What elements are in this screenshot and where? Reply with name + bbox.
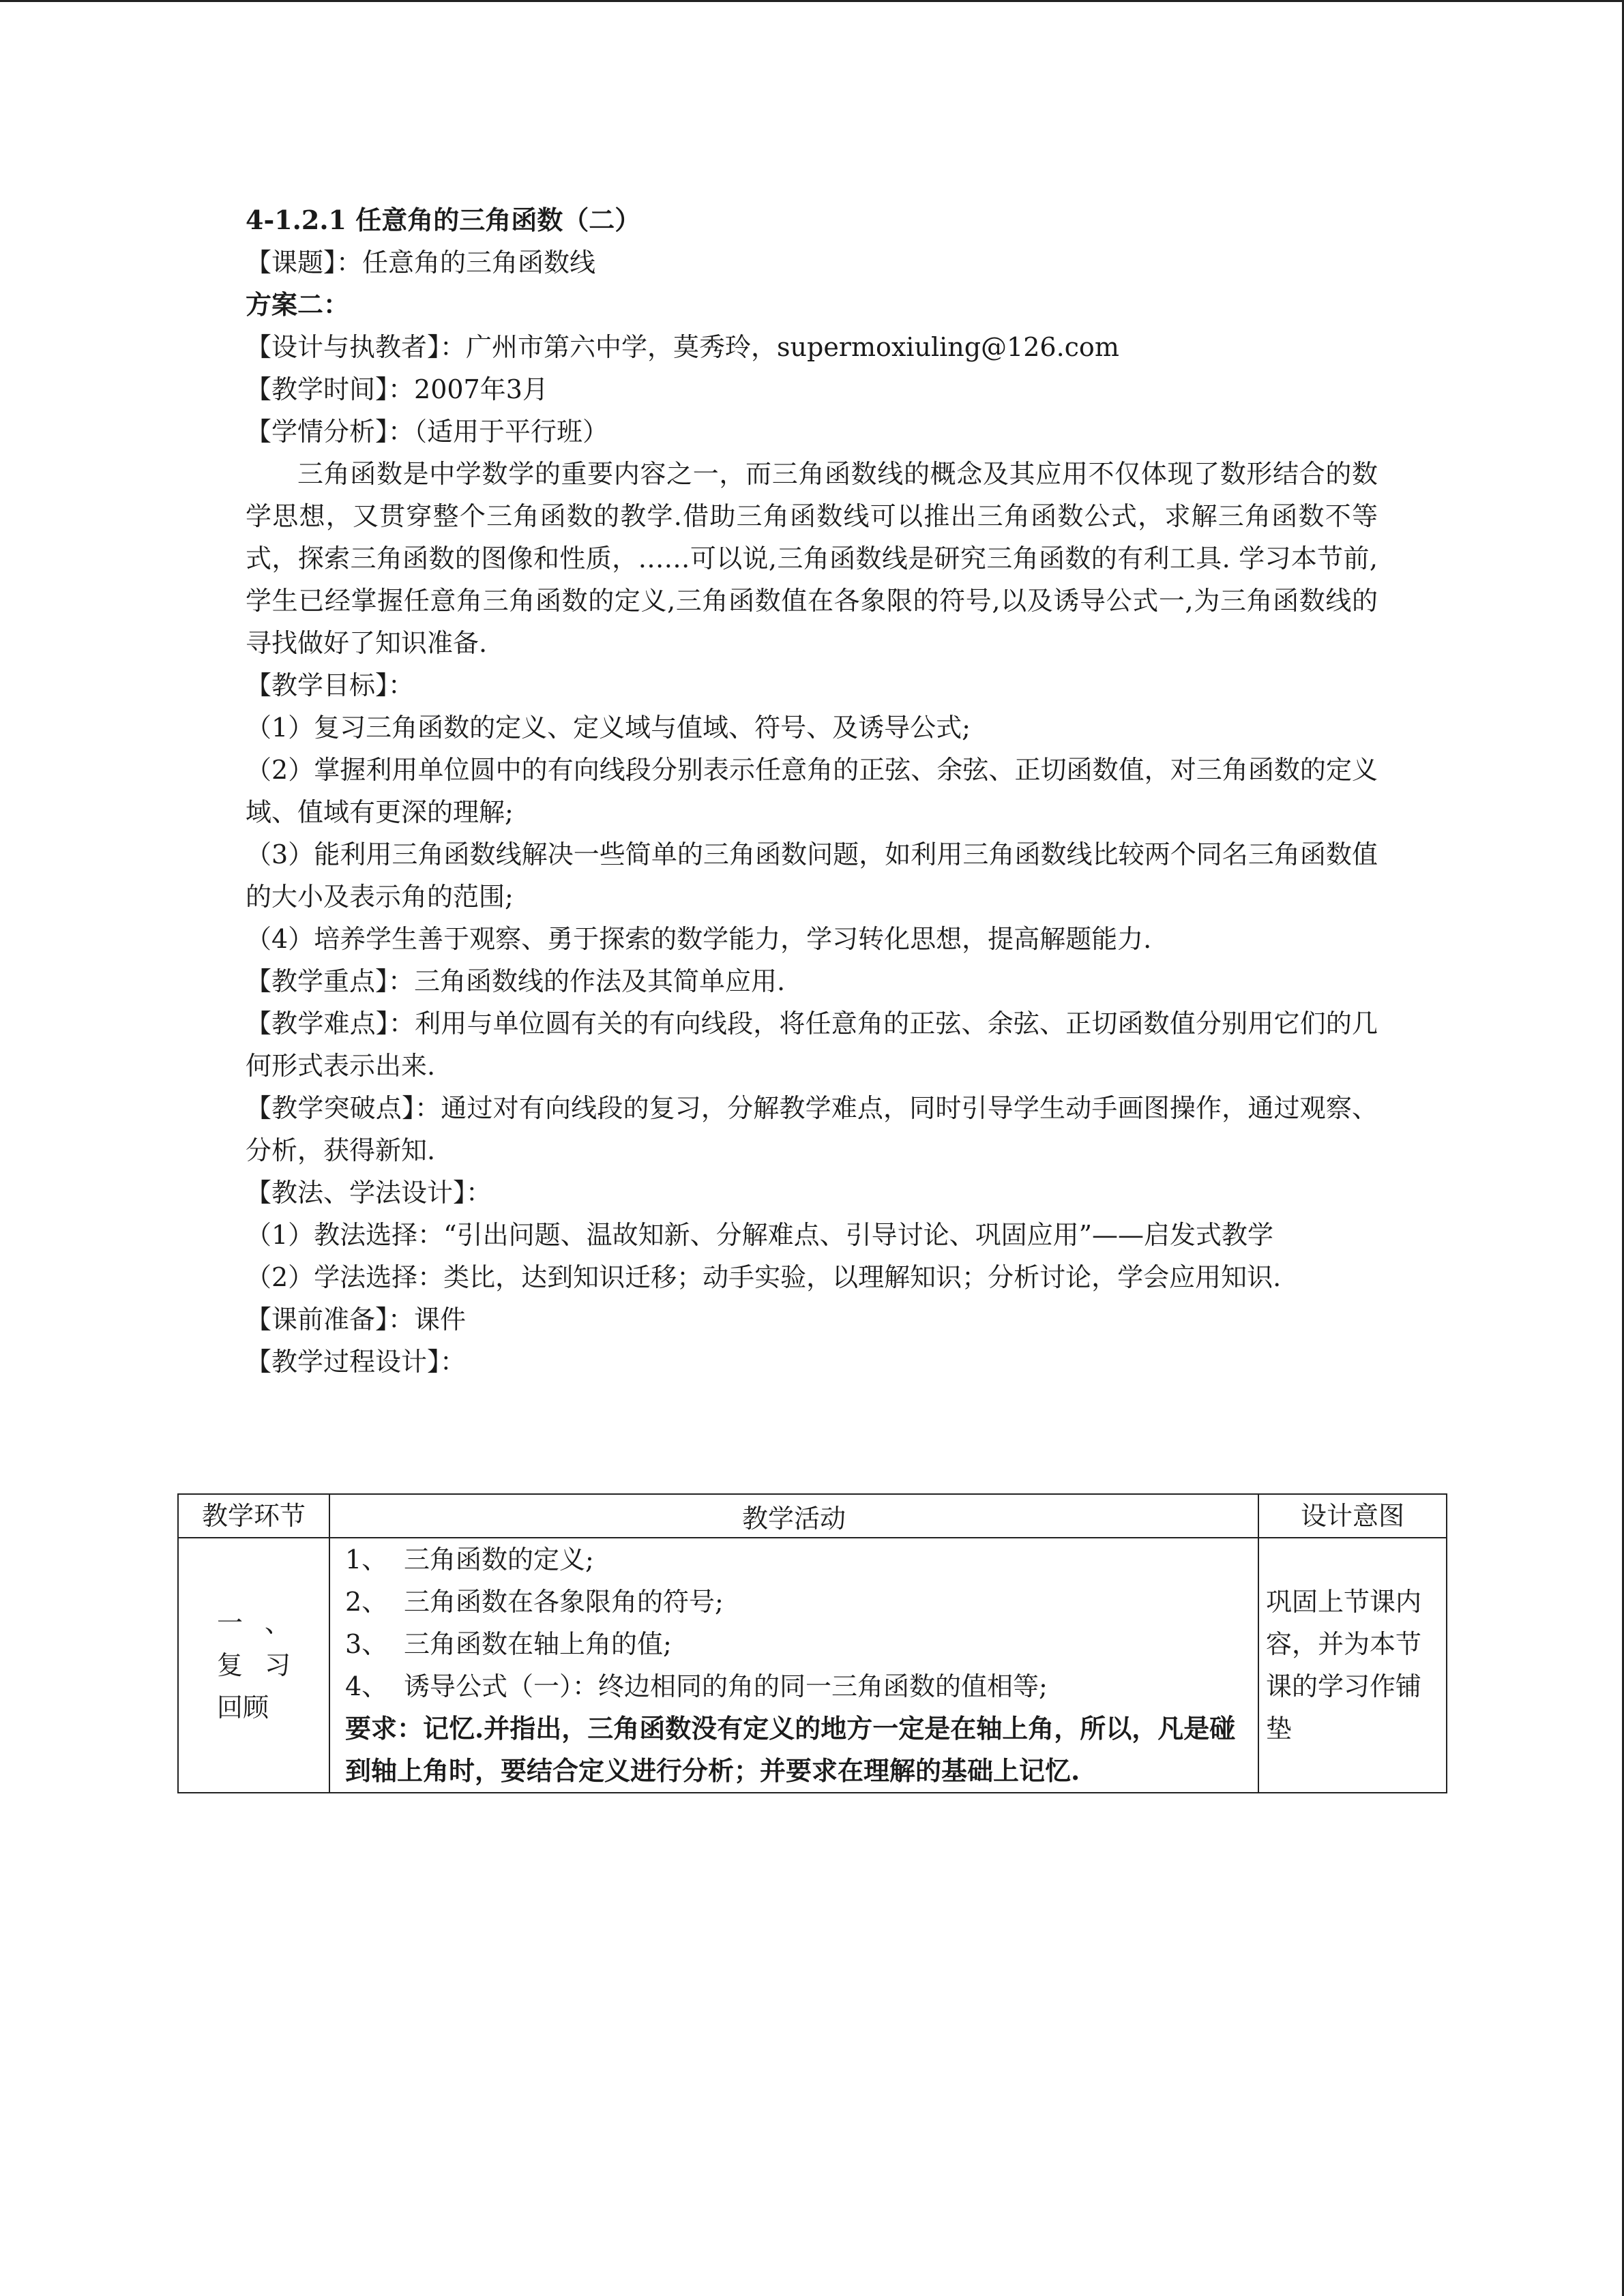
process-line — [246, 1341, 1378, 1383]
method-item: （2）学法选择：类比，达到知识迁移；动手实验，以理解知识；分析讨论，学会应用知识. — [246, 1262, 1282, 1292]
table-header-row — [178, 1494, 1447, 1538]
objective-item: （2）掌握利用单位圆中的有向线段分别表示任意角的正弦、余弦、正切函数值，对三角函数的定义域、值域有更深的理解; — [246, 755, 1378, 827]
analysis-line — [246, 411, 1378, 453]
difficulty-line — [246, 1002, 1378, 1087]
difficulty-text: ：利用与单位圆有关的有向线段，将任意角的正弦、余弦、正切函数值分别用它们的几何形式表示出来. — [246, 1009, 1378, 1081]
time-label: 【教学时间】 — [246, 374, 389, 404]
methods-line — [246, 1172, 1378, 1214]
list-number: 3、 — [345, 1629, 388, 1659]
designer-line — [246, 326, 1378, 368]
list-text: 诱导公式（一）：终边相同的角的同一三角函数的值相等; — [404, 1671, 1048, 1701]
analysis-note: ：（适用于平行班） — [388, 417, 609, 447]
stage-cell — [178, 1538, 329, 1793]
objectives-line — [246, 664, 1378, 706]
key-point-text: ：三角函数线的作法及其简单应用. — [388, 966, 786, 996]
list-number: 1、 — [345, 1545, 388, 1575]
breakthrough-text: ：通过对有向线段的复习，分解教学难点，同时引导学生动手画图操作，通过观察、分析，获得新知. — [246, 1093, 1378, 1165]
process-colon: ： — [440, 1347, 467, 1377]
designer-label: 【设计与执教者】 — [246, 332, 441, 362]
objectives-label: 【教学目标】 — [246, 670, 389, 700]
list-number: 2、 — [345, 1587, 388, 1617]
analysis-label: 【学情分析】 — [246, 417, 389, 447]
breakthrough-label: 【教学突破点】 — [246, 1093, 415, 1123]
list-text: 三角函数在轴上角的值; — [404, 1629, 672, 1659]
objective-item: （3）能利用三角函数线解决一些简单的三角函数问题，如利用三角函数线比较两个同名三角函数值的大小及表示角的范围; — [246, 839, 1378, 912]
process-table — [177, 1493, 1447, 1793]
time-text: ：2007年3月 — [388, 374, 548, 404]
designer-text: ：广州市第六中学，莫秀玲，supermoxiuling@126.com — [440, 332, 1119, 362]
preparation-text: ：课件 — [388, 1304, 467, 1335]
objective-item: （1）复习三角函数的定义、定义域与值域、符号、及诱导公式; — [246, 713, 971, 743]
time-line — [246, 368, 1378, 411]
topic-line — [246, 241, 1378, 284]
doc-title: 4-1.2.1 任意角的三角函数（二） — [246, 205, 641, 235]
header-activity: 教学活动 — [329, 1494, 1258, 1538]
key-point-label: 【教学重点】 — [246, 966, 389, 996]
objectives-colon: ： — [388, 670, 415, 700]
list-number: 4、 — [345, 1671, 388, 1701]
method-item: （1）教法选择：“引出问题、温故知新、分解难点、引导讨论、巩固应用”——启发式教学 — [246, 1220, 1274, 1250]
methods-colon: ： — [466, 1178, 492, 1208]
list-item — [345, 1665, 1258, 1708]
intent-cell: 巩固上节课内容，并为本节课的学习作铺垫 — [1258, 1538, 1447, 1793]
header-intent: 设计意图 — [1258, 1494, 1447, 1538]
methods-label: 【教法、学法设计】 — [246, 1178, 467, 1208]
objective-item: （4）培养学生善于观察、勇于探索的数学能力，学习转化思想，提高解题能力. — [246, 924, 1152, 954]
preparation-line — [246, 1298, 1378, 1341]
analysis-paragraph: 三角函数是中学数学的重要内容之一，而三角函数线的概念及其应用不仅体现了数形结合的数学思想，又贯穿整个三角函数的教学.借助三角函数线可以推出三角函数公式，求解三角函数不等式，探索三角函数的图像和性质，……可以说,三角函数线是研究三角函数的有利工具. 学习本节前,学生已经掌握任意角三角函数的定义,三角函数值在各象限的符号,以及诱导公式一,为三角函数线的寻找做好了知识准备. — [246, 459, 1378, 658]
stage-text: 一、复习回顾 — [217, 1608, 291, 1723]
activity-cell — [329, 1538, 1258, 1793]
plan-heading: 方案二： — [246, 289, 350, 320]
preparation-label: 【课前准备】 — [246, 1304, 389, 1335]
list-text: 三角函数的定义; — [404, 1545, 594, 1575]
difficulty-label: 【教学难点】 — [246, 1009, 389, 1039]
table-row — [178, 1538, 1447, 1793]
topic-label: 【课题】 — [246, 248, 337, 278]
topic-text: ：任意角的三角函数线 — [336, 248, 596, 278]
list-text: 三角函数在各象限角的符号; — [404, 1587, 724, 1617]
list-item — [345, 1538, 1258, 1581]
list-item — [345, 1623, 1258, 1665]
list-item — [345, 1581, 1258, 1623]
key-point-line — [246, 960, 1378, 1002]
process-label: 【教学过程设计】 — [246, 1347, 441, 1377]
requirement-text: 要求：记忆.并指出，三角函数没有定义的地方一定是在轴上角，所以，凡是碰到轴上角时，要结合定义进行分析；并要求在理解的基础上记忆. — [345, 1713, 1236, 1786]
document-body — [246, 199, 1378, 1383]
breakthrough-line — [246, 1087, 1378, 1172]
header-stage: 教学环节 — [178, 1494, 329, 1538]
